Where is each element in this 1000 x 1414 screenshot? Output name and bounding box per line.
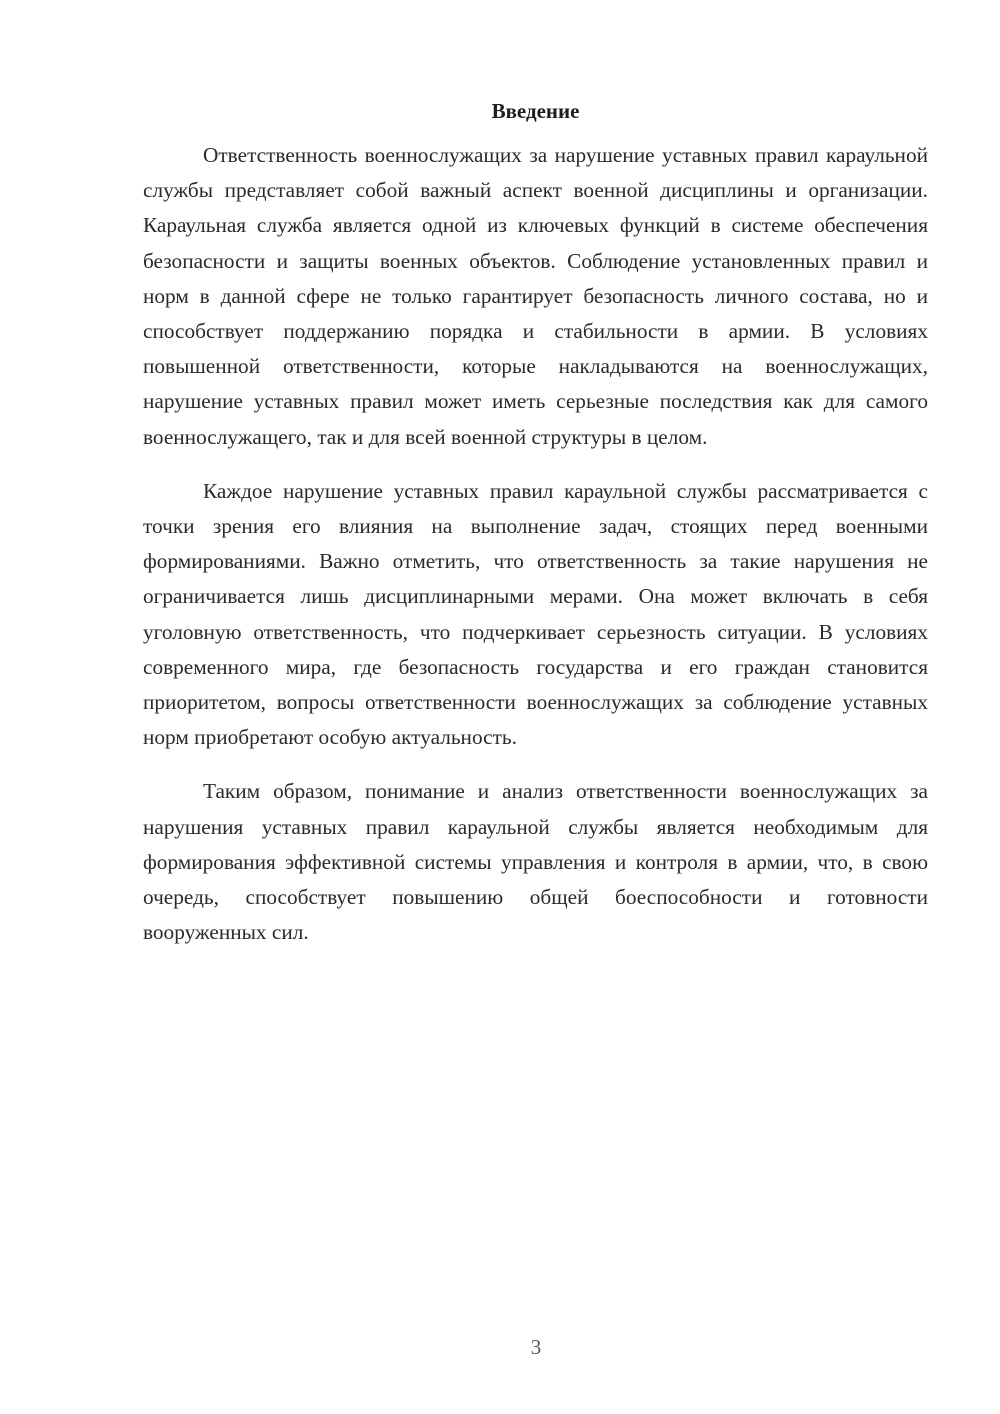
paragraph-1: Ответственность военнослужащих за нарушение уставных правил караульной службы представляет собой важный аспект военной дисциплины и организации. Караульная служба является одной из ключевых функций в системе обеспечения безопасности и защиты военных объектов. Соблюдение установленных правил и норм в данной сфере не только гарантирует безопасность личного состава, но и способствует поддержанию порядка и стабильности в армии. В условиях повышенной ответственности, которые накладываются на военнослужащих, нарушение уставных правил может иметь серьезные последствия как для самого военнослужащего, так и для всей военной структуры в целом. (143, 143, 928, 449)
paragraph-2: Каждое нарушение уставных правил караульной службы рассматривается с точки зрения его влияния на выполнение задач, стоящих перед военными формированиями. Важно отметить, что ответственность за такие нарушения не ограничивается лишь дисциплинарными мерами. Она может включать в себя уголовную ответственность, что подчеркивает серьезность ситуации. В условиях современного мира, где безопасность государства и его граждан становится приоритетом, вопросы ответственности военнослужащих за соблюдение уставных норм приобретают особую актуальность. (143, 478, 928, 750)
paragraph-3: Таким образом, понимание и анализ ответственности военнослужащих за нарушения уставных правил караульной службы является необходимым для формирования эффективной системы управления и контроля в армии, что, в свою очередь, способствует повышению общей боеспособности и готовности вооруженных сил. (143, 779, 928, 945)
page-number: 3 (530, 1335, 542, 1359)
page-content (143, 96, 928, 969)
section-title: Введение (491, 99, 580, 123)
